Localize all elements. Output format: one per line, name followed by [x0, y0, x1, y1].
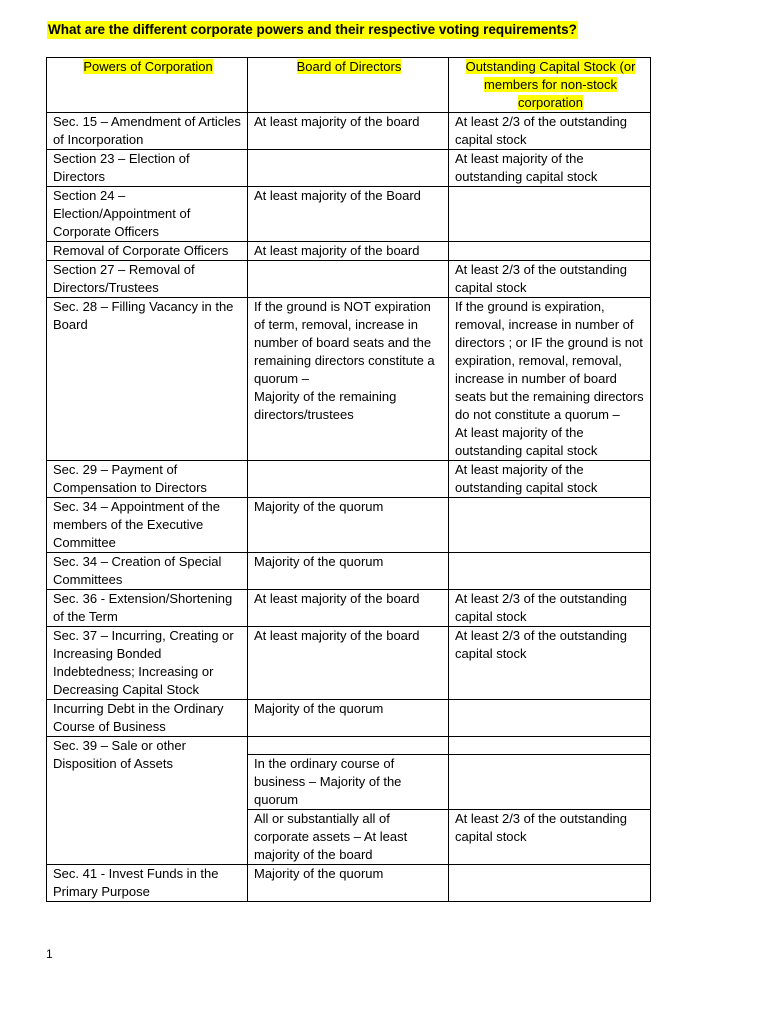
board-cell	[248, 150, 449, 187]
board-cell: Majority of the quorum	[248, 700, 449, 737]
table-row	[47, 700, 651, 737]
power-cell: Sec. 34 – Appointment of the members of the Executive Committee	[47, 498, 248, 553]
stock-cell	[449, 498, 651, 553]
table-row	[47, 187, 651, 242]
stock-cell	[449, 187, 651, 242]
header-board: Board of Directors	[248, 58, 449, 113]
page-number: 1	[46, 947, 53, 961]
power-cell: Sec. 15 – Amendment of Articles of Incorporation	[47, 113, 248, 150]
board-cell: Majority of the quorum	[248, 865, 449, 902]
power-cell: Section 24 – Election/Appointment of Corporate Officers	[47, 187, 248, 242]
table-row	[47, 461, 651, 498]
table-row	[47, 865, 651, 902]
table-row	[47, 242, 651, 261]
board-cell	[248, 298, 449, 461]
power-cell: Sec. 28 – Filling Vacancy in the Board	[47, 298, 248, 461]
power-cell: Section 23 – Election of Directors	[47, 150, 248, 187]
stock-cell	[449, 700, 651, 737]
table-row	[47, 113, 651, 150]
power-cell: Removal of Corporate Officers	[47, 242, 248, 261]
power-cell: Sec. 41 - Invest Funds in the Primary Purpose	[47, 865, 248, 902]
board-cell	[248, 461, 449, 498]
stock-cell: At least 2/3 of the outstanding capital stock	[449, 627, 651, 700]
header-stock: Outstanding Capital Stock (or members for non-stock corporation	[449, 58, 651, 113]
stock-cell	[449, 298, 651, 461]
stock-condition: If the ground is expiration, removal, increase in number of directors ; or IF the ground is not expiration, removal, removal, increase in number of board seats but the remaining directors do not constitute a quorum –	[455, 299, 644, 422]
stock-cell: At least 2/3 of the outstanding capital stock	[449, 590, 651, 627]
board-cell: At least majority of the board	[248, 627, 449, 700]
power-cell: Incurring Debt in the Ordinary Course of Business	[47, 700, 248, 737]
stock-cell: At least 2/3 of the outstanding capital stock	[449, 113, 651, 150]
power-cell: Sec. 37 – Incurring, Creating or Increasing Bonded Indebtedness; Increasing or Decreasing Capital Stock	[47, 627, 248, 700]
voting-requirements-table	[46, 57, 651, 902]
table-row	[47, 627, 651, 700]
board-cell	[248, 261, 449, 298]
power-cell: Sec. 29 – Payment of Compensation to Directors	[47, 461, 248, 498]
stock-cell: At least 2/3 of the outstanding capital stock	[449, 810, 651, 865]
stock-cell: At least majority of the outstanding capital stock	[449, 150, 651, 187]
board-cell	[248, 737, 449, 755]
table-row	[47, 553, 651, 590]
board-cell: At least majority of the board	[248, 242, 449, 261]
board-cell: At least majority of the Board	[248, 187, 449, 242]
table-header-row	[47, 58, 651, 113]
board-cell: At least majority of the board	[248, 590, 449, 627]
board-cell: All or substantially all of corporate assets – At least majority of the board	[248, 810, 449, 865]
stock-cell: At least majority of the outstanding capital stock	[449, 461, 651, 498]
board-cell: In the ordinary course of business – Majority of the quorum	[248, 755, 449, 810]
board-condition: If the ground is NOT expiration of term, removal, increase in number of board seats and the remaining directors constitute a quorum –	[254, 299, 435, 386]
table-row	[47, 737, 651, 755]
board-cell: Majority of the quorum	[248, 498, 449, 553]
table-row	[47, 261, 651, 298]
table-row	[47, 590, 651, 627]
stock-cell: At least 2/3 of the outstanding capital stock	[449, 261, 651, 298]
power-cell: Sec. 34 – Creation of Special Committees	[47, 553, 248, 590]
power-cell: Sec. 39 – Sale or other Disposition of Assets	[47, 737, 248, 865]
stock-cell	[449, 553, 651, 590]
table-row	[47, 498, 651, 553]
page-title: What are the different corporate powers and their respective voting requirements?	[48, 22, 577, 37]
board-requirement: Majority of the remaining directors/trustees	[254, 389, 397, 422]
table-row	[47, 298, 651, 461]
board-cell: Majority of the quorum	[248, 553, 449, 590]
stock-cell	[449, 737, 651, 755]
power-cell: Sec. 36 - Extension/Shortening of the Term	[47, 590, 248, 627]
stock-cell	[449, 755, 651, 810]
power-cell: Section 27 – Removal of Directors/Trustees	[47, 261, 248, 298]
stock-cell	[449, 242, 651, 261]
stock-cell	[449, 865, 651, 902]
stock-requirement: At least majority of the outstanding capital stock	[455, 425, 598, 458]
table-row	[47, 150, 651, 187]
board-cell: At least majority of the board	[248, 113, 449, 150]
header-powers: Powers of Corporation	[47, 58, 248, 113]
